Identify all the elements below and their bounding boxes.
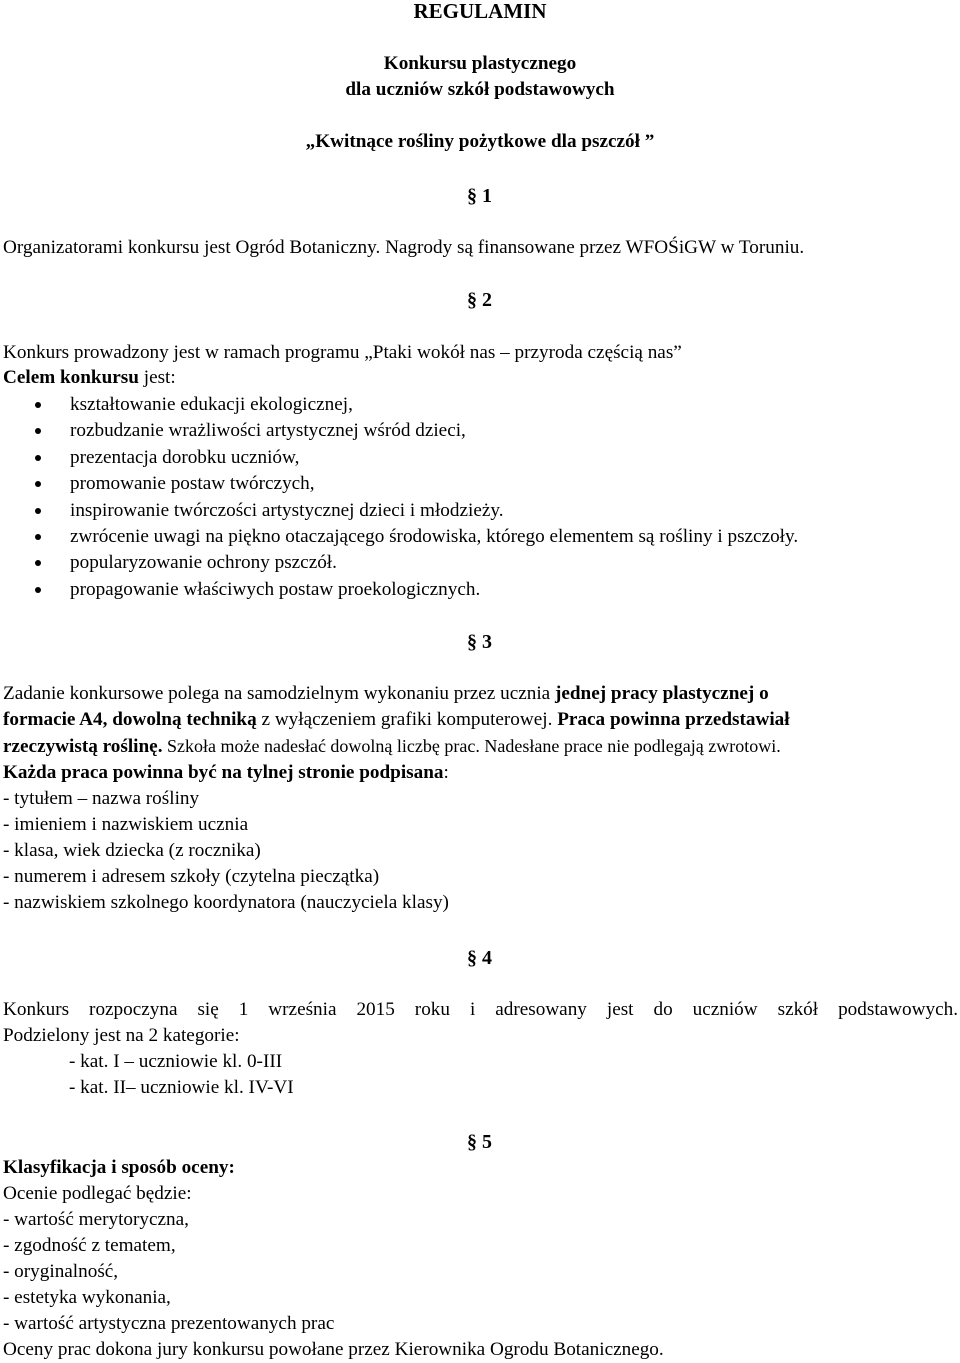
goal-text: prezentacja dorobku uczniów,: [70, 446, 300, 468]
goal-text: propagowanie właściwych postaw proekologicznych.: [70, 578, 481, 600]
bullet-icon: [35, 508, 41, 514]
section-2-heading: § 2: [467, 289, 492, 311]
task-text: Szkoła może nadesłać dowolną liczbę prac. Nadesłane prace nie podlegają zwrotowi.: [162, 736, 781, 756]
bullet-icon: [35, 560, 41, 566]
bullet-icon: [35, 402, 41, 408]
list-item: [0, 392, 798, 418]
classification-label: Klasyfikacja i sposób oceny:: [3, 1157, 235, 1178]
goal-text: kształtowanie edukacji ekologicznej,: [70, 394, 353, 415]
task-text-bold: Praca powinna przedstawiał: [557, 709, 790, 730]
final-statement: Oceny prac dokona jury konkursu powołane przez Kierownika Ogrodu Botanicznego.: [3, 1339, 664, 1360]
category-item: - kat. I – uczniowie kl. 0-III: [69, 1051, 283, 1072]
task-line-1: [3, 681, 769, 707]
goals-list: [0, 392, 798, 603]
task-text-bold: rzeczywistą roślinę.: [3, 736, 163, 757]
section-4-line-2: Podzielony jest na 2 kategorie:: [3, 1025, 240, 1046]
list-item: [0, 577, 798, 603]
list-item: [0, 498, 798, 524]
document-title: REGULAMIN: [413, 0, 547, 23]
signature-requirement: [3, 760, 449, 786]
goal-text: inspirowanie twórczości artystycznej dzieci i młodzieży.: [70, 499, 504, 521]
goals-label: [3, 365, 176, 391]
list-item: - oryginalność,: [3, 1261, 119, 1282]
section-2-intro: Konkurs prowadzony jest w ramach programu „Ptaki wokół nas – przyroda częścią nas”: [3, 342, 682, 363]
list-item: - klasa, wiek dziecka (z rocznika): [3, 840, 261, 861]
signature-requirement-rest: :: [443, 762, 449, 783]
goals-label-rest: jest:: [138, 367, 176, 388]
list-item: - tytułem – nazwa rośliny: [3, 788, 200, 809]
criteria-intro: Ocenie podlegać będzie:: [3, 1183, 192, 1204]
section-4-line-1: Konkurs rozpoczyna się 1 września 2015 roku i adresowany jest do uczniów szkół podstawowych.: [3, 999, 958, 1020]
task-text-bold: jednej pracy plastycznej o: [554, 683, 769, 704]
goal-text: promowanie postaw twórczych,: [70, 473, 315, 495]
task-line-2: [3, 707, 790, 733]
list-item: [0, 418, 798, 444]
list-item: - imieniem i nazwiskiem ucznia: [3, 814, 249, 835]
task-line-3: [3, 733, 781, 760]
section-4-heading: § 4: [467, 947, 492, 969]
task-text: z wyłączeniem grafiki komputerowej.: [256, 709, 558, 730]
list-item: [0, 471, 798, 497]
bullet-icon: [35, 534, 41, 540]
list-item: - wartość artystyczna prezentowanych prac: [3, 1313, 335, 1334]
task-text: Zadanie konkursowe polega na samodzielnym wykonaniu przez ucznia: [3, 683, 555, 704]
list-item: - estetyka wykonania,: [3, 1287, 171, 1308]
list-item: [0, 445, 798, 471]
goals-label-bold: Celem konkursu: [3, 367, 139, 388]
goal-text: rozbudzanie wrażliwości artystycznej wśród dzieci,: [70, 420, 466, 442]
bullet-icon: [35, 455, 41, 461]
section-5-heading: § 5: [467, 1131, 492, 1153]
bullet-icon: [35, 428, 41, 434]
list-item: - nazwiskiem szkolnego koordynatora (nauczyciela klasy): [3, 892, 449, 913]
document-subtitle: Konkursu plastycznego: [383, 53, 577, 74]
section-1-text: Organizatorami konkursu jest Ogród Botaniczny. Nagrody są finansowane przez WFOŚiGW w Toruniu.: [3, 237, 805, 258]
document-subtitle-2: dla uczniów szkół podstawowych: [345, 79, 615, 100]
list-item: [0, 550, 798, 576]
list-item: - zgodność z tematem,: [3, 1235, 176, 1256]
goal-text: zwrócenie uwagi na piękno otaczającego środowiska, którego elementem są rośliny i pszczoły.: [70, 525, 799, 547]
section-3-heading: § 3: [467, 631, 492, 653]
list-item: - wartość merytoryczna,: [3, 1209, 189, 1230]
task-text-bold: formacie A4, dowolną techniką: [3, 709, 257, 730]
category-item: - kat. II– uczniowie kl. IV-VI: [69, 1077, 294, 1098]
goal-text: popularyzowanie ochrony pszczół.: [70, 552, 337, 574]
signature-requirement-bold: Każda praca powinna być na tylnej stronie podpisana: [3, 762, 444, 783]
bullet-icon: [35, 481, 41, 487]
contest-name: „Kwitnące rośliny pożytkowe dla pszczół ”: [305, 131, 655, 152]
list-item: [0, 524, 798, 550]
list-item: - numerem i adresem szkoły (czytelna pieczątka): [3, 866, 380, 887]
section-1-heading: § 1: [467, 185, 492, 207]
bullet-icon: [35, 587, 41, 593]
